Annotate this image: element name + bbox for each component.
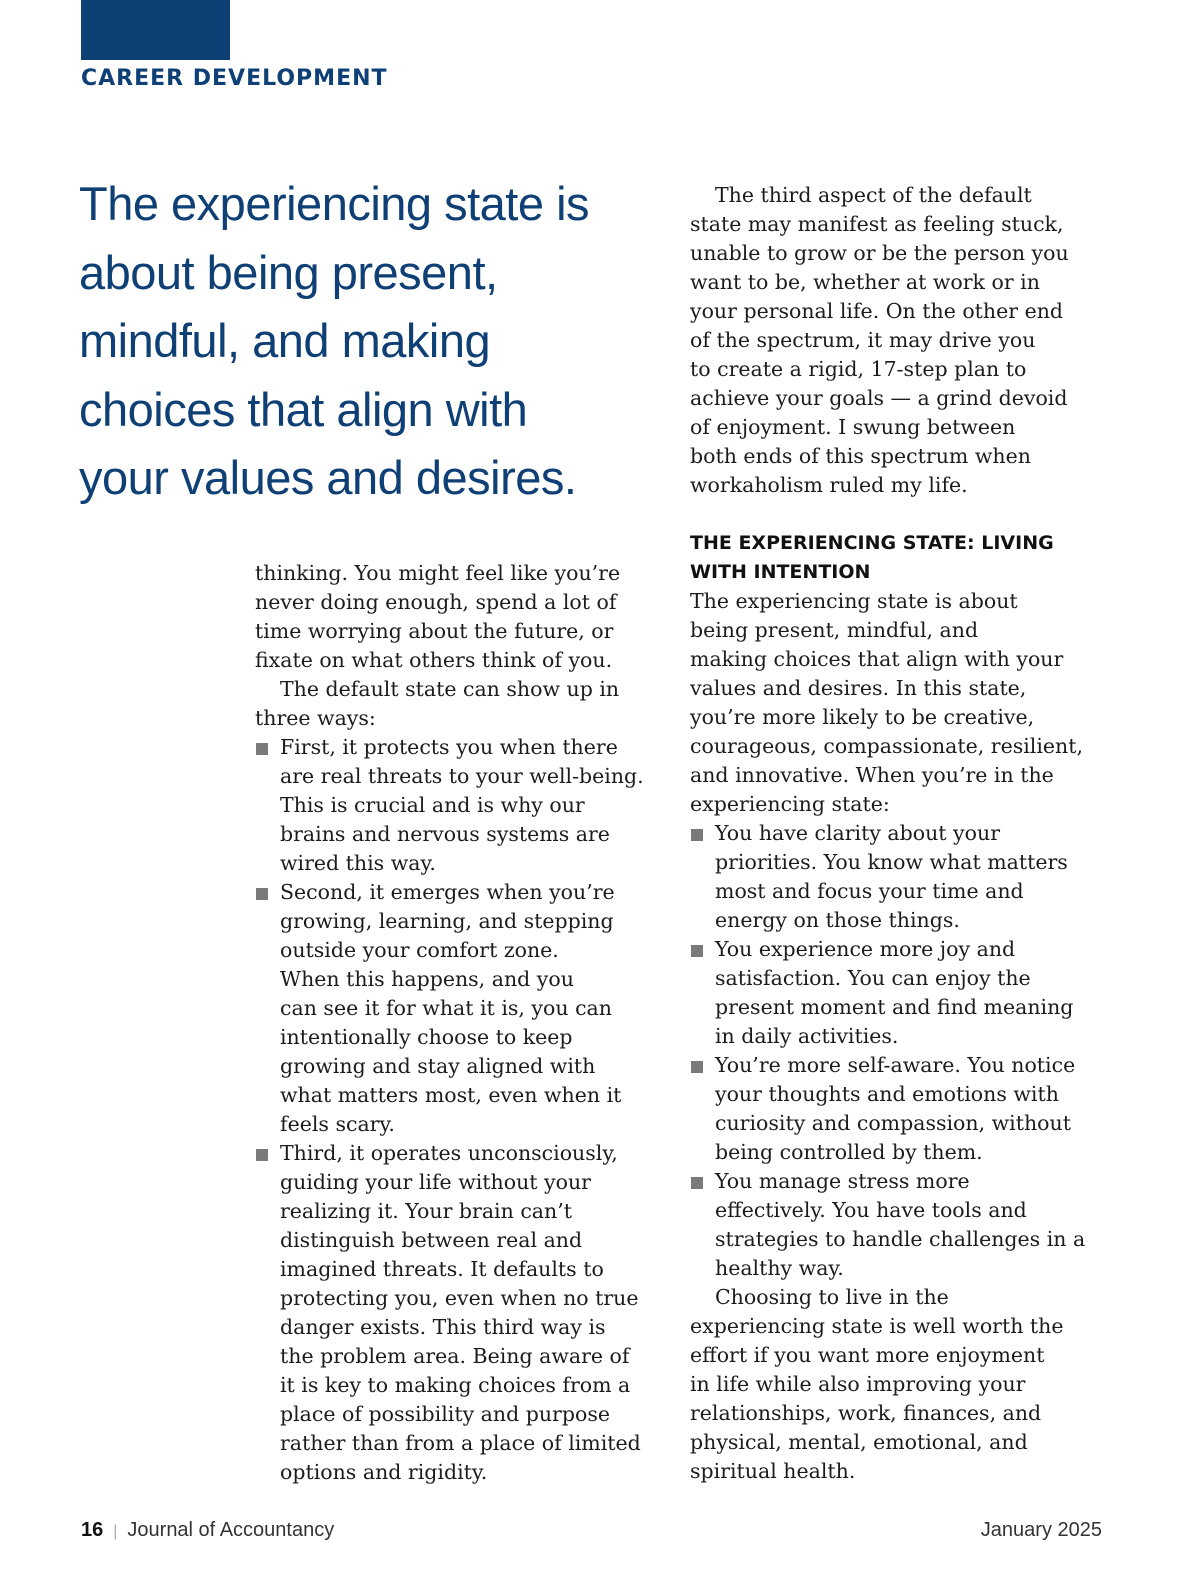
paragraph-spacer <box>690 500 1110 529</box>
text-line: healthy way. <box>715 1256 844 1280</box>
text-line: place of possibility and purpose <box>280 1402 610 1426</box>
text-line: First, it protects you when there <box>280 735 618 759</box>
text-line: You manage stress more <box>715 1169 970 1193</box>
section-subhead <box>690 529 1110 587</box>
text-line: it is key to making choices from a <box>280 1373 631 1397</box>
text-line: workaholism ruled my life. <box>690 473 968 497</box>
text-line: achieve your goals — a grind devoid <box>690 386 1068 410</box>
text-line: three ways: <box>255 706 376 730</box>
page-footer-left <box>81 1517 334 1545</box>
text-line: of the spectrum, it may drive you <box>690 328 1036 352</box>
intro-paragraph <box>255 559 670 675</box>
text-line: growing, learning, and stepping <box>280 909 614 933</box>
subhead-line: WITH INTENTION <box>690 561 871 583</box>
text-line: effectively. You have tools and <box>715 1198 1027 1222</box>
closing-paragraph <box>690 1283 1110 1486</box>
text-line: relationships, work, finances, and <box>690 1401 1042 1425</box>
text-line: are real threats to your well-being. <box>280 764 644 788</box>
page-number: 16 <box>81 1519 104 1541</box>
pull-quote-line: about being present, <box>79 245 498 299</box>
text-line: energy on those things. <box>715 908 960 932</box>
text-line: the problem area. Being aware of <box>280 1344 630 1368</box>
text-line: curiosity and compassion, without <box>715 1111 1071 1135</box>
text-line: making choices that align with your <box>690 647 1064 671</box>
text-line: spiritual health. <box>690 1459 856 1483</box>
text-line: outside your comfort zone. <box>280 938 559 962</box>
text-line: You have clarity about your <box>715 821 1000 845</box>
text-line: satisfaction. You can enjoy the <box>715 966 1031 990</box>
issue-date: January 2025 <box>980 1519 1102 1541</box>
text-line: protecting you, even when no true <box>280 1286 639 1310</box>
square-bullet-icon <box>256 1149 268 1161</box>
square-bullet-icon <box>691 1061 703 1073</box>
publication-name: Journal of Accountancy <box>127 1519 335 1541</box>
text-line: rather than from a place of limited <box>280 1431 641 1455</box>
footer-separator: | <box>113 1523 118 1540</box>
text-line: distinguish between real and <box>280 1228 583 1252</box>
text-line: imagined threats. It defaults to <box>280 1257 604 1281</box>
text-line: physical, mental, emotional, and <box>690 1430 1028 1454</box>
text-line: options and rigidity. <box>280 1460 488 1484</box>
bullet-item <box>690 935 1110 1051</box>
text-line: most and focus your time and <box>715 879 1024 903</box>
text-line: danger exists. This third way is <box>280 1315 606 1339</box>
pull-quote-line: The experiencing state is <box>79 177 590 230</box>
text-line: your personal life. On the other end <box>690 299 1064 323</box>
default-state-paragraph <box>255 675 670 733</box>
text-line: present moment and find meaning <box>715 995 1074 1019</box>
pull-quote-line: mindful, and making <box>79 314 491 367</box>
text-line: wired this way. <box>280 851 436 875</box>
text-line: brains and nervous systems are <box>280 822 610 846</box>
third-aspect-paragraph <box>690 181 1110 500</box>
text-line: intentionally choose to keep <box>280 1025 573 1049</box>
text-line: Third, it operates unconsciously, <box>280 1141 618 1165</box>
text-line: When this happens, and you <box>280 967 574 991</box>
bullet-item <box>690 1051 1110 1167</box>
text-line: Second, it emerges when you’re <box>280 880 615 904</box>
bullet-item <box>690 1167 1110 1283</box>
text-line: courageous, compassionate, resilient, <box>690 734 1083 758</box>
pull-quote-line: your values and desires. <box>79 451 577 504</box>
square-bullet-icon <box>691 945 703 957</box>
text-line: to create a rigid, 17-step plan to <box>690 357 1027 381</box>
section-label: CAREER DEVELOPMENT <box>81 66 388 91</box>
pull-quote-line: choices that align with <box>79 382 528 436</box>
text-line: what matters most, even when it <box>280 1083 622 1107</box>
text-line: never doing enough, spend a lot of <box>255 590 617 614</box>
text-line: growing and stay aligned with <box>280 1054 596 1078</box>
text-line: The experiencing state is about <box>690 589 1018 613</box>
bullet-item <box>255 1139 670 1487</box>
text-line: This is crucial and is why our <box>280 793 585 817</box>
text-line: Choosing to live in the <box>715 1285 949 1309</box>
text-line: You experience more joy and <box>715 937 1016 961</box>
square-bullet-icon <box>256 743 268 755</box>
pull-quote <box>79 170 639 513</box>
header-color-block <box>81 0 230 60</box>
text-line: being controlled by them. <box>715 1140 983 1164</box>
text-line: priorities. You know what matters <box>715 850 1068 874</box>
text-line: state may manifest as feeling stuck, <box>690 212 1064 236</box>
text-line: being present, mindful, and <box>690 618 979 642</box>
text-line: time worrying about the future, or <box>255 619 614 643</box>
text-line: values and desires. In this state, <box>690 676 1027 700</box>
text-line: strategies to handle challenges in a <box>715 1227 1086 1251</box>
text-line: in life while also improving your <box>690 1372 1026 1396</box>
text-line: You’re more self-aware. You notice <box>715 1053 1076 1077</box>
bullet-item <box>690 819 1110 935</box>
text-line: feels scary. <box>280 1112 395 1136</box>
text-line: The default state can show up in <box>280 677 620 701</box>
text-line: and innovative. When you’re in the <box>690 763 1054 787</box>
bullet-item <box>255 878 670 1139</box>
middle-text-column <box>255 559 670 1487</box>
text-line: effort if you want more enjoyment <box>690 1343 1045 1367</box>
subhead-line: THE EXPERIENCING STATE: LIVING <box>690 532 1054 554</box>
text-line: fixate on what others think of you. <box>255 648 613 672</box>
text-line: of enjoyment. I swung between <box>690 415 1016 439</box>
text-line: can see it for what it is, you can <box>280 996 612 1020</box>
text-line: guiding your life without your <box>280 1170 591 1194</box>
text-line: experiencing state is well worth the <box>690 1314 1064 1338</box>
text-line: you’re more likely to be creative, <box>690 705 1035 729</box>
bullet-item <box>255 733 670 878</box>
square-bullet-icon <box>256 888 268 900</box>
experiencing-state-paragraph <box>690 587 1110 819</box>
square-bullet-icon <box>691 829 703 841</box>
right-text-column <box>690 181 1110 1486</box>
text-line: experiencing state: <box>690 792 890 816</box>
text-line: want to be, whether at work or in <box>690 270 1040 294</box>
text-line: your thoughts and emotions with <box>715 1082 1059 1106</box>
text-line: in daily activities. <box>715 1024 899 1048</box>
text-line: The third aspect of the default <box>715 183 1032 207</box>
text-line: unable to grow or be the person you <box>690 241 1069 265</box>
square-bullet-icon <box>691 1177 703 1189</box>
text-line: thinking. You might feel like you’re <box>255 561 621 585</box>
text-line: realizing it. Your brain can’t <box>280 1199 572 1223</box>
text-line: both ends of this spectrum when <box>690 444 1031 468</box>
